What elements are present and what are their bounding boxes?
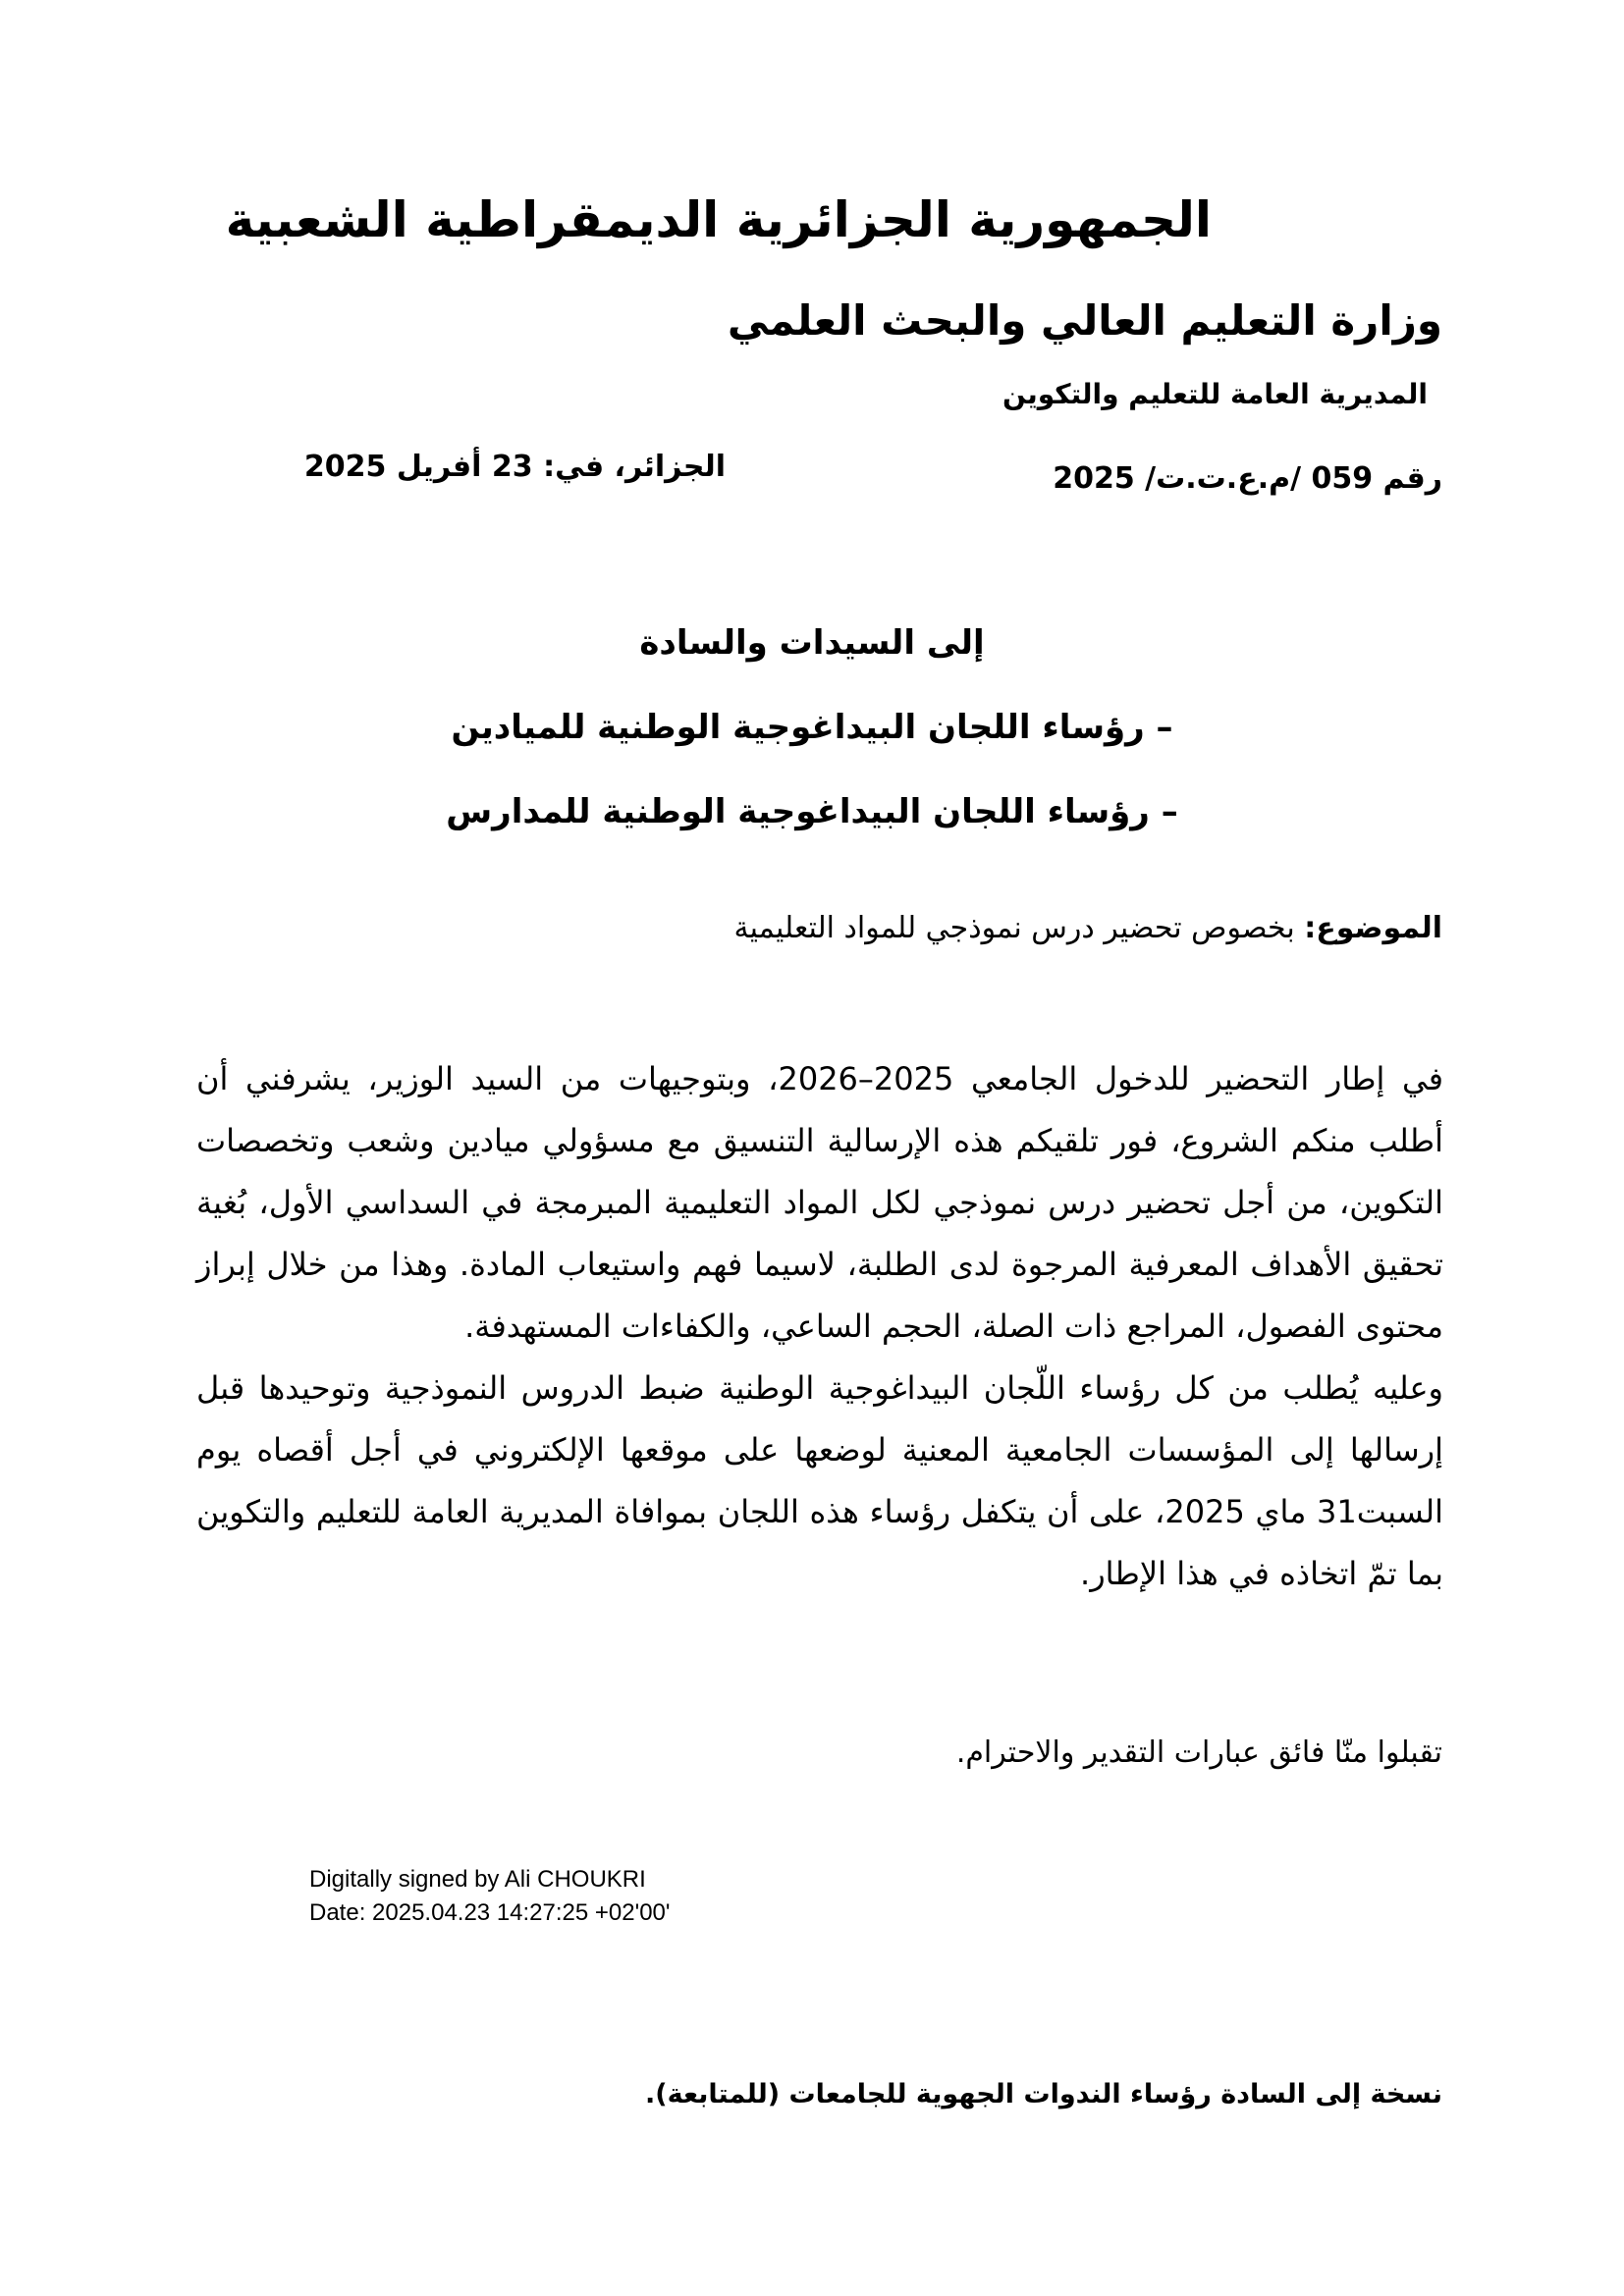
place-date: الجزائر، في: 23 أفريل 2025 (303, 450, 726, 484)
signature-signer: Digitally signed by Ali CHOUKRI (309, 1866, 646, 1893)
body-paragraph: وعليه يُطلب من كل رؤساء اللّجان البيداغوجية الوطنية ضبط الدروس النموذجية وتوحيدها قبل إرسالها إلى المؤسسات الجامعية المعنية لوضعها على موقعها الإلكتروني في أجل أقصاه يوم السبت31 ماي 2025، على أن يتكفل رؤساء هذه اللجان بموافاة المديرية العامة للتعليم والتكوين بما تمّ اتخاذه في هذا الإطار. (196, 1369, 1444, 1592)
ministry-title: وزارة التعليم العالي والبحث العلمي (727, 296, 1442, 345)
copy-to-line: نسخة إلى السادة رؤساء الندوات الجهوية للجامعات (للمتابعة). (645, 2079, 1442, 2109)
subject-line (734, 911, 1442, 945)
body-paragraph: في إطار التحضير للدخول الجامعي 2025–2026، وبتوجيهات من السيد الوزير، يشرفني أن أطلب منكم الشروع، فور تلقيكم هذه الإرسالية التنسيق مع مسؤولي ميادين وشعب وتخصصات التكوين، من أجل تحضير درس نموذجي لكل المواد التعليمية المبرمجة في السداسي الأول، بُغية تحقيق الأهداف المعرفية المرجوة لدى الطلبة، لاسيما فهم واستيعاب المادة. وهذا من خلال إبراز محتوى الفصول، المراجع ذات الصلة، الحجم الساعي، والكفاءات المستهدفة. (196, 1060, 1444, 1345)
signature-date: Date: 2025.04.23 14:27:25 +02'00' (309, 1899, 671, 1926)
directorate-title: المديرية العامة للتعليم والتكوين (1002, 378, 1428, 410)
digital-signature (309, 1863, 670, 1930)
letter-body (196, 1048, 1443, 1605)
recipients-heading: إلى السيدات والسادة (639, 623, 985, 663)
reference-number: رقم 059 /م.ع.ت.ت/ 2025 (1053, 461, 1442, 496)
recipient-line: – رؤساء اللجان البيداغوجية الوطنية للمدارس (446, 792, 1178, 831)
recipients-block (0, 614, 1624, 841)
recipient-line: – رؤساء اللجان البيداغوجية الوطنية للميادين (451, 708, 1173, 747)
subject-text: بخصوص تحضير درس نموذجي للمواد التعليمية (733, 911, 1295, 945)
subject-label: الموضوع: (1304, 911, 1442, 945)
country-title: الجمهورية الجزائرية الديمقراطية الشعبية (225, 191, 1212, 248)
closing-line: تقبلوا منّا فائق عبارات التقدير والاحترام. (955, 1735, 1442, 1770)
